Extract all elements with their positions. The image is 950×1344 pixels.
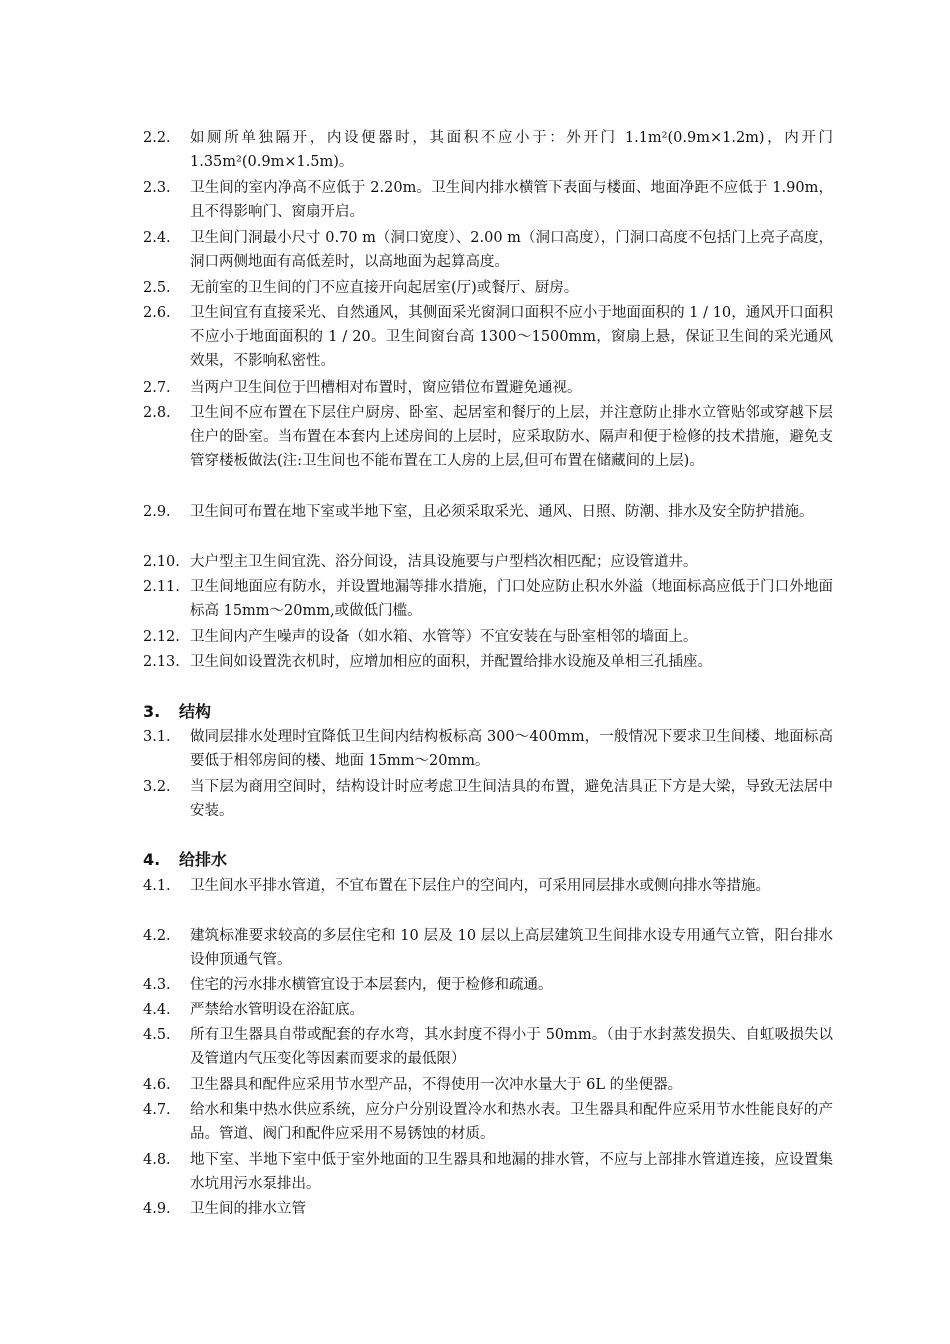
clause-2-5: [143, 276, 833, 300]
clause-text: 无前室的卫生间的门不应直接开向起居室(厅)或餐厅、厨房。: [190, 280, 579, 296]
clause-2-8: [143, 401, 833, 473]
clause-text: 卫生间的排水立管: [190, 1201, 306, 1217]
clause-4-6: [143, 1073, 833, 1097]
clause-text: 卫生间内产生噪声的设备（如水箱、水管等）不宜安装在与卧室相邻的墙面上。: [190, 629, 698, 645]
clause-text: 卫生间宜有直接采光、自然通风，其侧面采光窗洞口面积不应小于地面面积的 1 / 10，通风开口面积不应小于地面面积的 1 / 20。卫生间窗台高 1300～1500mm，窗扇上悬，保证卫生间的采光通风效果，不影响私密性。: [190, 305, 833, 369]
clause-text: 住宅的污水排水横管宜设于本层套内，便于检修和疏通。: [190, 977, 553, 993]
clause-4-1: [143, 874, 833, 898]
clause-number: 3.2.: [143, 779, 171, 795]
clause-number: 4.1.: [143, 878, 171, 894]
clause-3-1: [143, 725, 833, 773]
section-number: 3.: [143, 702, 161, 721]
clause-text: 建筑标准要求较高的多层住宅和 10 层及 10 层以上高层建筑卫生间排水设专用通气立管，阳台排水设伸顶通气管。: [190, 928, 833, 968]
clause-number: 2.12.: [143, 629, 180, 645]
clause-4-2: [143, 924, 833, 972]
clause-4-3: [143, 973, 833, 997]
section-title: 给排水: [179, 850, 228, 869]
clause-text: 卫生器具和配件应采用节水型产品，不得使用一次冲水量大于 6L 的坐便器。: [190, 1077, 683, 1093]
clause-number: 2.13.: [143, 654, 180, 670]
clause-text: 大户型主卫生间宜洗、浴分间设，洁具设施要与户型档次相匹配；应设管道井。: [190, 554, 698, 570]
clause-4-9: [143, 1197, 833, 1221]
clause-2-2: [143, 126, 833, 174]
clause-4-7: [143, 1098, 833, 1146]
clause-2-9: [143, 500, 833, 524]
clause-text: 卫生间如设置洗衣机时，应增加相应的面积，并配置给排水设施及单相三孔插座。: [190, 654, 712, 670]
clause-text: 卫生间不应布置在下层住户厨房、卧室、起居室和餐厅的上层，并注意防止排水立管贴邻或穿越下层住户的卧室。当布置在本套内上述房间的上层时，应采取防水、隔声和便于检修的技术措施，避免支管穿楼板做法(注:卫生间也不能布置在工人房的上层,但可布置在储藏间的上层)。: [190, 405, 833, 469]
section-heading-structure: [143, 700, 211, 724]
section-heading-water-supply-drainage: [143, 848, 227, 872]
section-number: 4.: [143, 850, 161, 869]
clause-text: 严禁给水管明设在浴缸底。: [190, 1002, 364, 1018]
clause-2-11: [143, 575, 833, 623]
clause-number: 2.5.: [143, 280, 171, 296]
clause-number: 2.6.: [143, 305, 171, 321]
clause-2-10: [143, 550, 833, 574]
clause-number: 4.8.: [143, 1152, 171, 1168]
clause-number: 2.7.: [143, 380, 171, 396]
clause-text: 卫生间水平排水管道，不宜布置在下层住户的空间内，可采用同层排水或侧向排水等措施。: [190, 878, 770, 894]
clause-text: 当下层为商用空间时，结构设计时应考虑卫生间洁具的布置，避免洁具正下方是大梁，导致无法居中安装。: [190, 779, 833, 819]
clause-2-6: [143, 301, 833, 373]
clause-4-8: [143, 1148, 833, 1196]
clause-number: 2.9.: [143, 504, 171, 520]
section-title: 结构: [179, 702, 212, 721]
clause-text: 卫生间可布置在地下室或半地下室，且必须采取采光、通风、日照、防潮、排水及安全防护措施。: [190, 504, 814, 520]
clause-number: 4.4.: [143, 1002, 171, 1018]
clause-text: 卫生间地面应有防水，并设置地漏等排水措施，门口处应防止积水外溢（地面标高应低于门口外地面标高 15mm～20mm,或做低门槛。: [190, 579, 833, 619]
clause-text: 给水和集中热水供应系统，应分户分别设置冷水和热水表。卫生器具和配件应采用节水性能良好的产品。管道、阀门和配件应采用不易锈蚀的材质。: [190, 1102, 833, 1142]
clause-4-4: [143, 998, 833, 1022]
clause-number: 2.4.: [143, 230, 171, 246]
clause-number: 4.7.: [143, 1102, 171, 1118]
clause-number: 2.11.: [143, 579, 180, 595]
clause-2-3: [143, 176, 833, 224]
clause-text: 所有卫生器具自带或配套的存水弯，其水封度不得小于 50mm。（由于水封蒸发损失、自虹吸损失以及管道内气压变化等因素而要求的最低限）: [190, 1027, 833, 1067]
clause-number: 2.8.: [143, 405, 171, 421]
clause-number: 2.10.: [143, 554, 180, 570]
clause-text: 做同层排水处理时宜降低卫生间内结构板标高 300～400mm，一般情况下要求卫生间楼、地面标高要低于相邻房间的楼、地面 15mm～20mm。: [190, 729, 833, 769]
clause-number: 2.2.: [143, 130, 171, 146]
clause-number: 3.1.: [143, 729, 171, 745]
clause-number: 4.6.: [143, 1077, 171, 1093]
clause-2-13: [143, 650, 833, 674]
clause-number: 4.3.: [143, 977, 171, 993]
clause-text: 当两户卫生间位于凹槽相对布置时，窗应错位布置避免通视。: [190, 380, 582, 396]
clause-number: 2.3.: [143, 180, 171, 196]
clause-2-7: [143, 376, 833, 400]
clause-text: 如厕所单独隔开，内设便器时，其面积不应小于：外开门 1.1m²(0.9m×1.2m)，内开门 1.35m²(0.9m×1.5m)。: [190, 130, 833, 170]
clause-2-12: [143, 625, 833, 649]
clause-3-2: [143, 775, 833, 823]
clause-2-4: [143, 226, 833, 274]
clause-number: 4.9.: [143, 1201, 171, 1217]
clause-4-5: [143, 1023, 833, 1071]
clause-text: 卫生间的室内净高不应低于 2.20m。卫生间内排水横管下表面与楼面、地面净距不应低于 1.90m，且不得影响门、窗扇开启。: [190, 180, 833, 220]
clause-number: 4.2.: [143, 928, 171, 944]
clause-text: 卫生间门洞最小尺寸 0.70 m（洞口宽度）、2.00 m（洞口高度），门洞口高度不包括门上亮子高度，洞口两侧地面有高低差时，以高地面为起算高度。: [190, 230, 833, 270]
clause-text: 地下室、半地下室中低于室外地面的卫生器具和地漏的排水管，不应与上部排水管道连接，应设置集水坑用污水泵排出。: [190, 1152, 833, 1192]
clause-number: 4.5.: [143, 1027, 171, 1043]
